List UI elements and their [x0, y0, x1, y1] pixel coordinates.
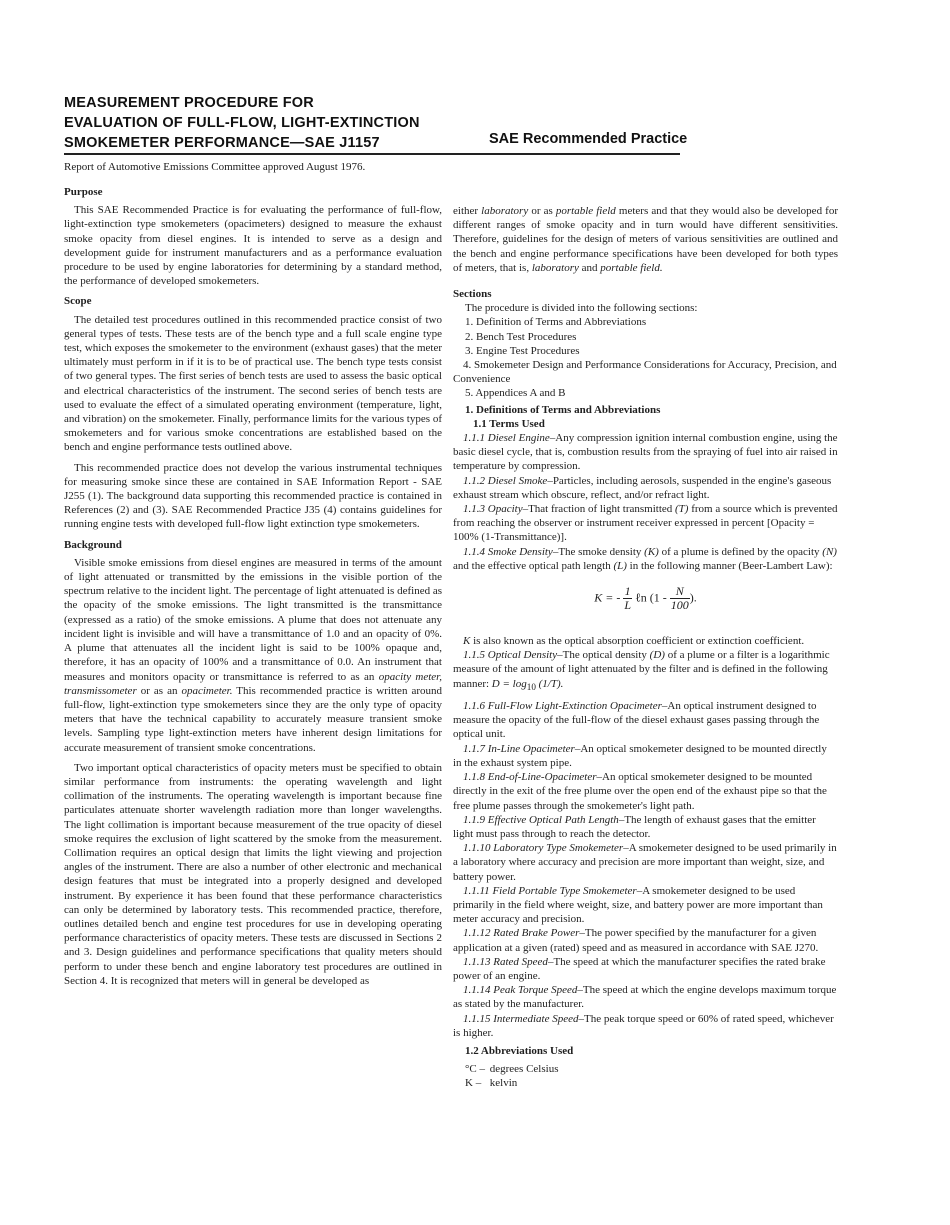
definition-item: 1.1.1 Diesel Engine–Any compression ignition internal combustion engine, using the basic diesel cycle, that is, combustion results from the spraying of fuel into air raised in temperature by compression. — [453, 432, 838, 473]
formula-part: ℓn (1 - — [635, 590, 667, 605]
report-line: Report of Automotive Emissions Committee approved August 1976. — [64, 161, 366, 173]
term-number: 1.1.11 — [463, 884, 490, 897]
text-run: Visible smoke emissions from diesel engines are measured in terms of the amount of light attenuated or transmitted by the emissions in the visible portion of the spectrum relative to the incident light. The percentage of light attenuated is defined as the opacity of the smoke emissions. The light transmitted is the transmittance (expressed as a ratio) of the smoke emissions. A plume that does not attenuate any incident light is invisible and will have a transmittance of 1.0 and an opacity of 0%. A plume that attenuates all the incident light is said to be 100% opaque and, therefore, it has an opacity of 100% and a transmittance of 0.0. An instrument that measures and monitors opacity or transmittance is referred to as an — [64, 556, 442, 683]
purpose-paragraph: This SAE Recommended Practice is for evaluating the performance of full-flow, light-extinction type smokemeters (opacimeters) designed to measure the exhaust smoke opacity from diesel engines. It is intended to serve as a design and development guide for instrument manufacturers and as a performance evaluation procedure to be used by engine laboratories for determining by a standard method, the performance of developed smokemeters. — [64, 204, 442, 288]
document-title — [64, 93, 484, 153]
abbreviation-symbol: K – — [465, 1077, 482, 1090]
abbreviations-heading: 1.2 Abbreviations Used — [465, 1044, 574, 1057]
term-number: 1.1.2 — [463, 474, 485, 487]
right-column — [453, 204, 838, 1091]
term-name: In-Line Opacimeter — [487, 742, 575, 755]
text-run: This recommended practice is written around full-flow, light-extinction type smokemeters since they are the only type of opacity meters that have the technical capability to accurately measure transient smoke levels. Sampling type light-extinction meters have inherent design limitations for accurate measurement of transient smoke concentrations. — [64, 684, 442, 754]
term-number: 1.1.12 — [463, 927, 491, 940]
text-run: either — [453, 205, 482, 217]
text-run: meters and that they would also be developed for different ranges of smoke opacity and in turn would have different sensitivities. Therefore, guidelines for the design of meters of various sensitivities are outlined and the bench and engine performance specifications have been developed for both types of meters, that is, — [453, 205, 838, 274]
symbol: (N) — [822, 545, 837, 558]
term-number: 1.1.5 — [463, 649, 485, 662]
background-paragraph: Two important optical characteristics of opacity meters must be specified to obtain similar performance from instruments: the operating wavelength and light collimation of the instruments. The operating wavelength is important because fine particulates attenuate shorter wavelength radiation more than longer wavelengths. The light collimation is important because measurement of the true opacity of diesel smoke requires the exclusion of light scattered by the smoke from the measurement. Collimation requires an optical design that limits the light viewing and projection angles of the instrument. There are also a number of other electronic and mechanical design features that must be integrated into a properly designed and developed instrument. By experience it has been found that these performance characteristics can only be determined by laboratory tests. This recommended practice, therefore, outlines detailed bench and engine test procedures for use in developing operating performance characteristics of opacity meters. These tests are discussed in Sections 2 and 3. Design guidelines and performance specifications that quality meters should perform to under these bench and engine laboratory test procedures are outlined in Section 4. It is recognized that meters will in general be developed as — [64, 761, 442, 987]
italic-term: opacimeter. — [181, 684, 233, 697]
formula-part: K = - — [594, 590, 621, 605]
beer-lambert-formula — [453, 585, 838, 612]
term-text: in the following manner (Beer-Lambert Law): — [626, 559, 833, 572]
term-name: Rated Speed — [493, 955, 548, 968]
definition-item: 1.1.8 End-of-Line-Opacimeter–An optical smokemeter designed to be mounted directly in the exit of the free plume over the open end of the exhaust pipe so that the free plume passes through the smokemeter's light path. — [453, 771, 827, 812]
section-item: 4. Smokemeter Design and Performance Considerations for Accuracy, Precision, and Convenience — [453, 359, 837, 386]
definition-item: 1.1.5 Optical Density–The optical density (D) of a plume or a filter is a logarithmic measure of the amount of light attenuated by the filter and is defined in the following manner: $D = \log_{10} (1/T)$. — [453, 649, 830, 692]
definition-item: 1.1.14 Peak Torque Speed–The speed at which the engine develops maximum torque as stated by the manufacturer. — [453, 984, 837, 1011]
term-text: The power specified by the manufacturer for a given application at a given (rated) speed and as measured in accordance with SAE J270. — [453, 927, 819, 954]
term-name: Rated Brake Power — [493, 927, 580, 940]
term-number: 1.1.9 — [463, 813, 485, 826]
definition-item: 1.1.9 Effective Optical Path Length–The length of exhaust gases that the emitter light must pass through to reach the detector. — [453, 813, 816, 840]
term-number: 1.1.4 — [463, 545, 485, 558]
definition-item: 1.1.10 Laboratory Type Smokemeter–A smokemeter designed to be used primarily in a laboratory where accuracy and precision are more important than weight, size, and battery power. — [453, 842, 837, 883]
definition-item: 1.1.7 In-Line Opacimeter–An optical smokemeter designed to be mounted directly in the exhaust system pipe. — [453, 742, 827, 769]
term-text: is also known as the optical absorption coefficient or extinction coefficient. — [470, 635, 805, 648]
abbreviation-meaning: degrees Celsius — [489, 1063, 559, 1076]
definition-item: 1.1.11 Field Portable Type Smokemeter–A smokemeter designed to be used primarily in the field where weight, size, and battery power are more important than meter accuracy and precision. — [453, 884, 823, 926]
terms-heading: 1.1 Terms Used — [473, 417, 545, 430]
term-name: Opacity — [487, 503, 523, 516]
definition-item: 1.1.3 Opacity–That fraction of light transmitted (T) from a source which is prevented from reaching the observer or instrument receiver expressed in percent [Opacity = 100% (1-Transmittance)]. — [453, 503, 838, 544]
italic-term: laboratory — [531, 261, 579, 274]
abbreviation-item — [453, 1062, 838, 1076]
term-name: Effective Optical Path Length — [487, 813, 619, 826]
term-text: from a source which is prevented from reaching the observer or instrument receiver expressed in percent [Opacity = 100% (1-Transmittance)]. — [453, 503, 838, 544]
term-name: Peak Torque Speed — [493, 984, 578, 997]
term-number: 1.1.10 — [463, 842, 491, 855]
term-name: Diesel Smoke — [487, 474, 548, 487]
term-text: Particles, including aerosols, suspended in the engine's gaseous exhaust stream which obscure, reflect, and/or refract light. — [453, 474, 832, 501]
term-name: Diesel Engine — [487, 432, 550, 445]
term-name: Smoke Density — [487, 545, 553, 558]
definition-item: 1.1.4 Smoke Density–The smoke density (K) of a plume is defined by the opacity (N) and the effective optical path length (L) in the following manner (Beer-Lambert Law): — [453, 545, 837, 572]
term-text: A smokemeter designed to be used primarily in the field where weight, size, and battery power are more important than meter accuracy and precision. — [453, 884, 823, 926]
italic-term: laboratory — [481, 205, 529, 217]
abbreviation-symbol: °C – — [465, 1063, 485, 1076]
scope-paragraph: This recommended practice does not develop the various instrumental techniques for measuring smoke since these are contained in SAE Information Report - SAE J255 (1). The background data supporting this recommended practice is contained in References (2) and (3). SAE Recommended Practice J35 (4) contains guidelines for running engine tests with developed full-flow light extinction type smokemeters. — [64, 461, 442, 531]
denominator: 100 — [670, 598, 689, 613]
title-line: EVALUATION OF FULL-FLOW, LIGHT-EXTINCTION — [64, 115, 420, 131]
continued-paragraph — [453, 204, 838, 275]
term-number: 1.1.14 — [463, 984, 491, 997]
section-item: 5. Appendices A and B — [465, 387, 566, 400]
term-text: and the effective optical path length — [453, 559, 614, 572]
term-text: That fraction of light transmitted — [528, 503, 676, 516]
symbol: (L) — [613, 559, 627, 572]
subscript: 10 — [526, 681, 536, 692]
term-number: 1.1.1 — [463, 432, 485, 445]
term-name: Intermediate Speed — [493, 1012, 579, 1025]
sections-heading: Sections — [453, 288, 492, 301]
definitions-heading: 1. Definitions of Terms and Abbreviations — [465, 403, 661, 416]
term-name: Full-Flow Light-Extinction Opacimeter — [487, 700, 662, 713]
term-text: An optical instrument designed to measure the opacity of the full-flow of the diesel exhaust gases passing through the optical unit. — [453, 700, 820, 741]
sections-intro: The procedure is divided into the following sections: — [465, 302, 698, 315]
term-number: 1.1.8 — [463, 771, 485, 784]
section-item: 1. Definition of Terms and Abbreviations — [465, 316, 647, 329]
term-number: 1.1.7 — [463, 742, 485, 755]
term-text: Any compression ignition internal combustion engine, using the basic diesel cycle, that is, combustion results from the spraying of fuel into air raised in temperature by compression. — [453, 432, 838, 473]
text-run: or as an — [136, 684, 182, 697]
symbol: K — [463, 635, 471, 648]
fraction — [670, 585, 690, 612]
italic-term: portable field. — [600, 261, 663, 274]
term-number: 1.1.3 — [463, 503, 485, 516]
document-type: SAE Recommended Practice — [489, 131, 688, 147]
definition-item: 1.1.6 Full-Flow Light-Extinction Opacimeter–An optical instrument designed to measure the opacity of the full-flow of the diesel exhaust gases passing through the optical unit. — [453, 700, 820, 741]
term-text: of a plume is defined by the opacity — [658, 545, 823, 558]
numerator: N — [670, 585, 690, 599]
abbreviation-meaning: kelvin — [489, 1077, 518, 1090]
symbol: (K) — [644, 545, 659, 558]
section-item: 3. Engine Test Procedures — [465, 344, 580, 357]
term-text: An optical smokemeter designed to be mounted directly in the exit of the free plume over the open end of the exhaust pipe so that the free plume passes through the smokemeter's light path. — [453, 771, 827, 812]
symbol: (D) — [649, 649, 665, 662]
term-text: An optical smokemeter designed to be mounted directly in the exhaust system pipe. — [453, 742, 827, 769]
numerator: 1 — [624, 584, 631, 599]
section-item: 2. Bench Test Procedures — [465, 330, 577, 343]
denominator: L — [624, 598, 632, 613]
abbreviation-item — [453, 1076, 838, 1090]
scope-paragraph: The detailed test procedures outlined in this recommended practice consist of two general types of tests. These tests are of the bench type and a full scale engine type test, which exposes the smokemeter to the environment (exhaust gases) that the meter ultimately must perform in if it is to be of practical use. The bench type tests consist of two general types. The first series of bench tests are used to assess the basic optical and electrical characteristics of the instrument. The second series of bench tests are used to evaluate the effect of a simulated operating environment (temperature, light, and vibration) on the smokemeter. Finally, performance limits for the various types of smokemeters and for various smoke concentrations are established based on the bench and engine performance tests outlined above. — [64, 313, 442, 454]
symbol: (T) — [675, 503, 689, 516]
text-run: and — [578, 261, 601, 274]
term-name: End-of-Line-Opacimeter — [487, 771, 597, 784]
term-text: A smokemeter designed to be used primarily in a laboratory where accuracy and precision are more important than weight, size, and battery power. — [453, 842, 837, 883]
background-heading: Background — [64, 538, 122, 551]
left-column — [64, 185, 442, 994]
term-text: of a plume or a filter is a logarithmic measure of the amount of light attenuated by the filter and is defined in the following manner: — [453, 649, 830, 690]
italic-term: portable field — [555, 205, 616, 217]
term-number: 1.1.15 — [463, 1012, 491, 1025]
text-run: or as — [528, 205, 556, 217]
term-number: 1.1.6 — [463, 700, 485, 713]
definition-item: 1.1.2 Diesel Smoke–Particles, including aerosols, suspended in the engine's gaseous exhaust stream which obscure, reflect, and/or refract light. — [453, 474, 832, 501]
definition-item: 1.1.12 Rated Brake Power–The power specified by the manufacturer for a given application at a given (rated) speed and as measured in accordance with SAE J270. — [453, 927, 819, 954]
term-text: The speed at which the engine develops maximum torque as stated by the manufacturer. — [453, 984, 837, 1011]
italic-term: opacity meter, transmissometer — [64, 670, 442, 697]
definition-item: 1.1.13 Rated Speed–The speed at which the manufacturer specifies the rated brake power of an engine. — [453, 955, 826, 982]
term-name: Laboratory Type Smokemeter — [493, 842, 624, 855]
term-text: The peak torque speed or 60% of rated speed, whichever is higher. — [453, 1012, 834, 1039]
term-text: The length of exhaust gases that the emitter light must pass through to reach the detector. — [453, 813, 816, 840]
term-name: Optical Density — [487, 649, 558, 662]
header-rule — [64, 153, 680, 155]
title-line: MEASUREMENT PROCEDURE FOR — [64, 95, 314, 111]
term-text: The smoke density — [558, 545, 645, 558]
background-paragraph — [64, 556, 442, 755]
definition-item: 1.1.15 Intermediate Speed–The peak torque speed or 60% of rated speed, whichever is higher. — [453, 1012, 834, 1039]
formula-part: D = log — [491, 677, 527, 690]
formula-part: (1/T). — [535, 677, 564, 690]
term-name: Field Portable Type Smokemeter — [492, 884, 637, 897]
term-text: The speed at which the manufacturer specifies the rated brake power of an engine. — [453, 955, 826, 982]
term-text: The optical density — [562, 649, 650, 662]
scope-heading: Scope — [64, 295, 92, 308]
term-number: 1.1.13 — [463, 955, 491, 968]
title-line: SMOKEMETER PERFORMANCE—SAE J1157 — [64, 135, 380, 151]
k-note — [453, 634, 838, 648]
formula-part: ). — [689, 590, 697, 605]
fraction — [623, 585, 632, 612]
purpose-heading: Purpose — [64, 186, 103, 198]
